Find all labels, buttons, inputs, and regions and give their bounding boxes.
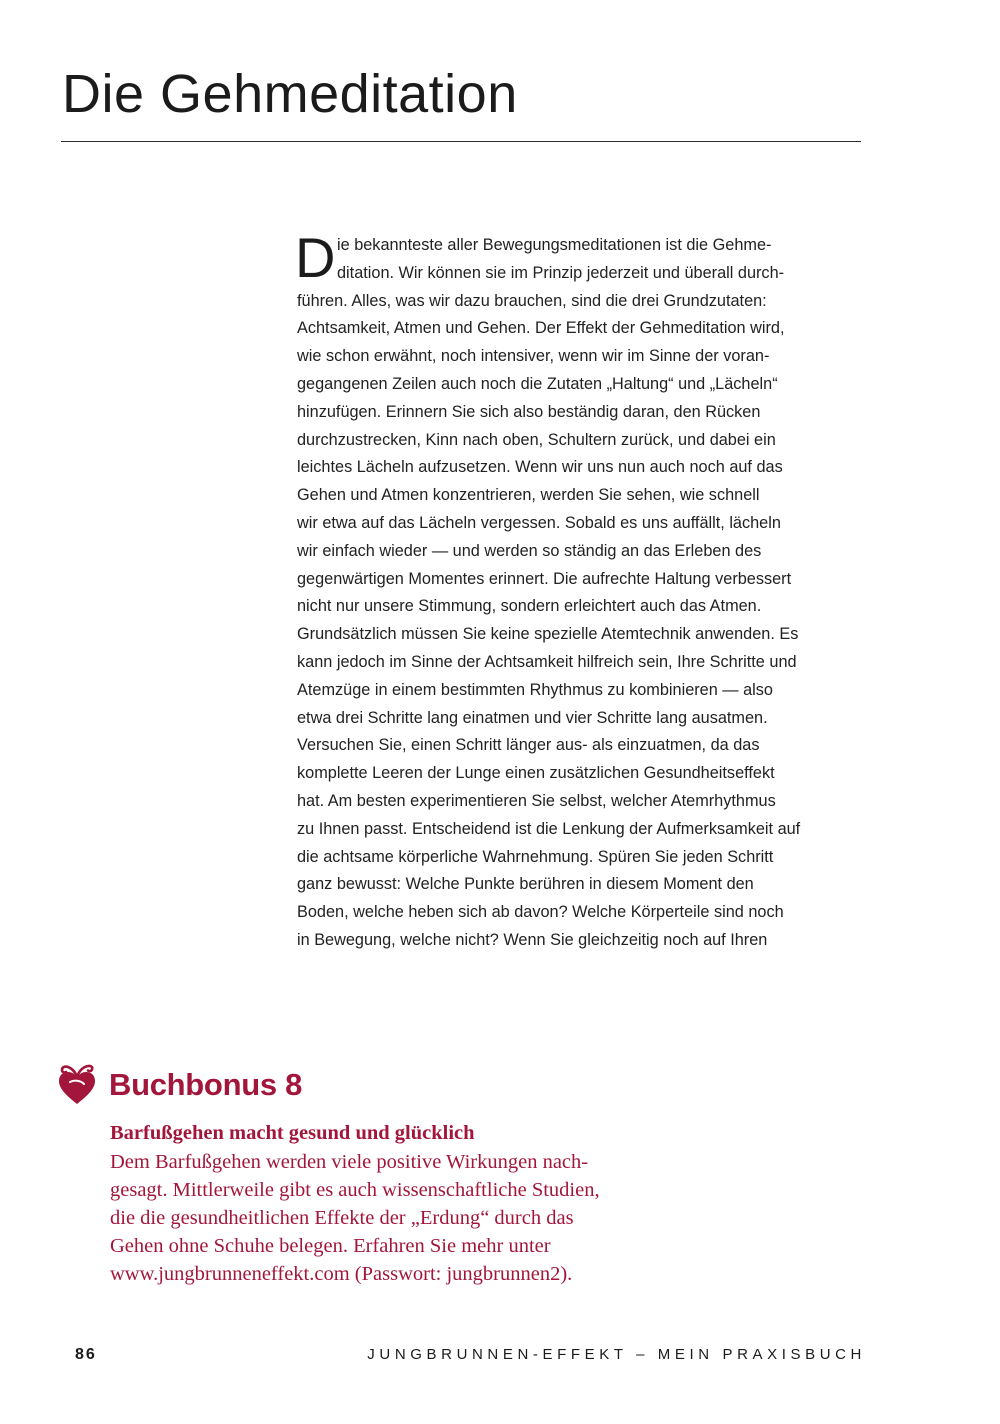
body-text (295, 226, 867, 955)
body-line: in Bewegung, welche nicht? Wenn Sie gleichzeitig noch auf Ihren (297, 930, 768, 949)
bonus-subtitle: Barfußgehen macht gesund und glücklich (110, 1122, 475, 1144)
body-line: Atemzüge in einem bestimmten Rhythmus zu kombinieren — also (297, 680, 773, 699)
bonus-line: die die gesundheitlichen Effekte der „Erdung“ durch das (110, 1207, 574, 1229)
bonus-body (110, 1148, 600, 1288)
body-line: wir etwa auf das Lächeln vergessen. Sobald es uns auffällt, lächeln (297, 513, 781, 532)
body-line: kann jedoch im Sinne der Achtsamkeit hilfreich sein, Ihre Schritte und (297, 652, 797, 671)
body-line: gegenwärtigen Momentes erinnert. Die aufrechte Haltung verbessert (297, 569, 792, 588)
body-line: Versuchen Sie, einen Schritt länger aus- als einzuatmen, da das (297, 736, 760, 755)
bonus-line: Gehen ohne Schuhe belegen. Erfahren Sie mehr unter (110, 1235, 551, 1257)
bonus-line: Dem Barfußgehen werden viele positive Wirkungen nach- (110, 1151, 589, 1173)
body-line: durchzustrecken, Kinn nach oben, Schultern zurück, und dabei ein (297, 430, 776, 449)
body-line: etwa drei Schritte lang einatmen und vier Schritte lang ausatmen. (297, 708, 768, 727)
bonus-line: www.jungbrunneneffekt.com (Passwort: jungbrunnen2). (110, 1263, 573, 1285)
body-line: wie schon erwähnt, noch intensiver, wenn wir im Sinne der voran- (297, 347, 770, 366)
body-line: ie bekannteste aller Bewegungsmeditationen ist die Gehme- (337, 236, 772, 254)
body-line: komplette Leeren der Lunge einen zusätzlichen Gesundheitseffekt (297, 764, 775, 783)
body-line: zu Ihnen passt. Entscheidend ist die Lenkung der Aufmerksamkeit auf (297, 819, 801, 838)
body-line: ditation. Wir können sie im Prinzip jederzeit und überall durch- (337, 263, 785, 282)
drop-cap: D (295, 226, 336, 289)
body-line: Achtsamkeit, Atmen und Gehen. Der Effekt der Gehmeditation wird, (297, 319, 785, 338)
title-divider (61, 141, 861, 142)
heart-sprout-icon (58, 1062, 96, 1106)
body-line: Boden, welche heben sich ab davon? Welche Körperteile sind noch (297, 903, 784, 922)
running-footer: JUNGBRUNNEN-EFFEKT – MEIN PRAXISBUCH (367, 1346, 866, 1363)
body-line: wir einfach wieder — und werden so ständig an das Erleben des (297, 541, 762, 560)
body-line: führen. Alles, was wir dazu brauchen, sind die drei Grundzutaten: (297, 291, 767, 310)
body-line: gegangenen Zeilen auch noch die Zutaten „Haltung“ und „Lächeln“ (297, 374, 778, 393)
body-line: die achtsame körperliche Wahrnehmung. Spüren Sie jeden Schritt (297, 847, 774, 866)
body-line: Grundsätzlich müssen Sie keine spezielle Atemtechnik anwenden. Es (297, 625, 799, 644)
body-line: ganz bewusst: Welche Punkte berühren in diesem Moment den (297, 875, 754, 894)
bonus-line: gesagt. Mittlerweile gibt es auch wissenschaftliche Studien, (110, 1179, 600, 1201)
page-title: Die Gehmeditation (62, 64, 518, 124)
page-number: 86 (75, 1346, 97, 1363)
bonus-heading: Buchbonus 8 (109, 1067, 303, 1102)
body-line: hat. Am besten experimentieren Sie selbst, welcher Atemrhythmus (297, 791, 776, 810)
body-line: hinzufügen. Erinnern Sie sich also beständig daran, den Rücken (297, 402, 761, 421)
body-line: nicht nur unsere Stimmung, sondern erleichtert auch das Atmen. (297, 597, 762, 616)
body-line: leichtes Lächeln aufzusetzen. Wenn wir uns nun auch noch auf das (297, 458, 783, 477)
body-line: Gehen und Atmen konzentrieren, werden Sie sehen, wie schnell (297, 486, 760, 505)
